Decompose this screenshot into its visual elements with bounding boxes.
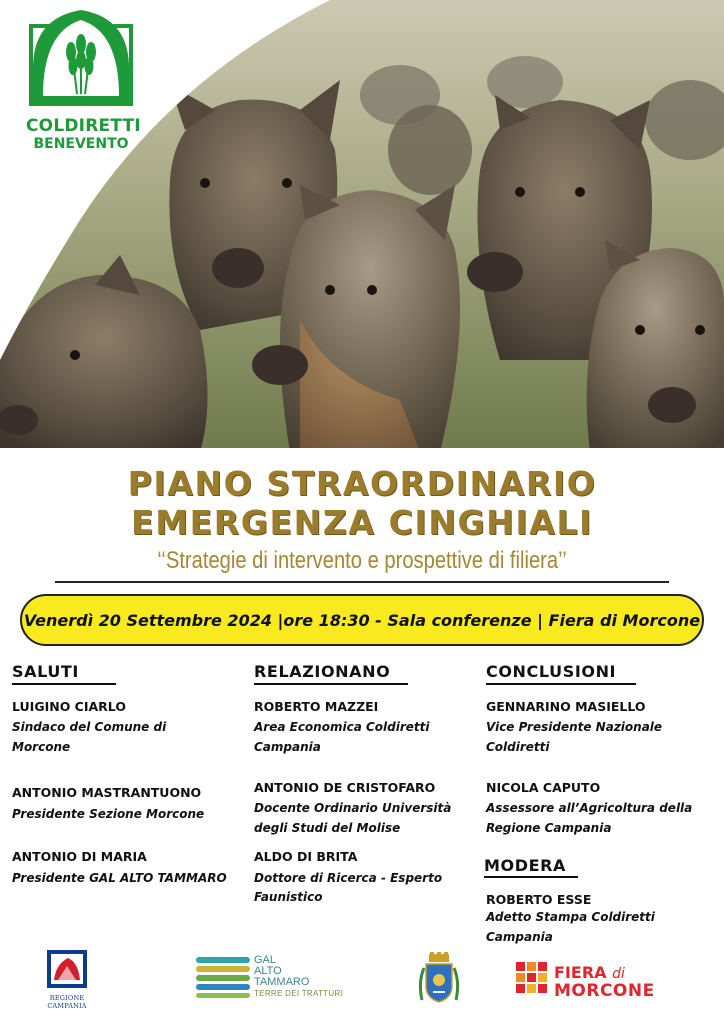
gal-line: ALTO xyxy=(254,965,282,977)
morcone-coat-of-arms xyxy=(416,952,462,1008)
speaker-role: Campania xyxy=(254,740,321,754)
speaker-name: ANTONIO DE CRISTOFARO xyxy=(254,780,436,795)
gal-stripes-icon xyxy=(196,955,252,999)
speaker-name: ANTONIO DI MARIA xyxy=(12,849,147,864)
heading-underline xyxy=(484,876,578,878)
speaker-role: Sindaco del Comune di xyxy=(12,720,167,734)
speaker-name: ALDO DI BRITA xyxy=(254,849,358,864)
speaker-name: NICOLA CAPUTO xyxy=(486,780,601,795)
speaker-role: Dottore di Ricerca - Esperto xyxy=(254,871,443,885)
heading-saluti: SALUTI xyxy=(12,662,79,681)
fiera-tiles-icon xyxy=(516,962,550,1000)
date-banner-text: Venerdì 20 Settembre 2024 |ore 18:30 - Sala conferenze | Fiera di Morcone xyxy=(23,610,701,630)
speaker-role: Faunistico xyxy=(254,890,323,904)
divider-line xyxy=(55,581,669,583)
fiera-morcone: MORCONE xyxy=(554,981,655,1001)
speaker-role: Assessore all’Agricoltura della xyxy=(486,801,693,815)
speaker-name: ROBERTO ESSE xyxy=(486,892,592,907)
title-line-1: PIANO STRAORDINARIO xyxy=(127,464,597,503)
gal-line: GAL xyxy=(254,954,277,966)
gal-tagline: TERRE DEI TRATTURI xyxy=(254,989,344,998)
speaker-name: GENNARINO MASIELLO xyxy=(486,699,646,714)
morcone-coat-of-arms-icon xyxy=(416,952,462,1008)
logo-city: BENEVENTO xyxy=(33,136,129,152)
subtitle: ‘‘Strategie di intervento e prospettive di filiera’’ xyxy=(157,547,567,574)
heading-conclusioni: CONCLUSIONI xyxy=(486,662,617,681)
regione-campania-crest-icon xyxy=(34,950,100,988)
heading-relazionano: RELAZIONANO xyxy=(254,662,391,681)
speaker-role: Regione Campania xyxy=(486,821,612,835)
speaker-name: LUIGINO CIARLO xyxy=(12,699,126,714)
fiera-di-morcone-logo xyxy=(516,962,666,1006)
speaker-role: Coldiretti xyxy=(486,740,550,754)
heading-underline xyxy=(486,683,636,685)
speaker-role: Area Economica Coldiretti xyxy=(254,720,430,734)
coldiretti-logo xyxy=(26,8,141,152)
gal-line: TAMMARO xyxy=(254,976,310,988)
heading-modera: MODERA xyxy=(484,856,567,875)
speaker-name: ROBERTO MAZZEI xyxy=(254,699,379,714)
fiera-text xyxy=(554,964,655,1000)
regione-caption: REGIONE CAMPANIA xyxy=(47,994,87,1010)
heading-underline xyxy=(254,683,408,685)
speaker-role: Adetto Stampa Coldiretti xyxy=(486,910,655,924)
speaker-role: Vice Presidente Nazionale xyxy=(486,720,663,734)
gal-alto-tammaro-logo xyxy=(196,955,346,1003)
fiera-di: di xyxy=(612,966,625,982)
speaker-role: Presidente Sezione Morcone xyxy=(12,807,205,821)
heading-underline xyxy=(12,683,116,685)
speaker-role: Presidente GAL ALTO TAMMARO xyxy=(12,871,227,885)
speaker-role: Morcone xyxy=(12,740,71,754)
logo-name: COLDIRETTI xyxy=(26,116,141,136)
date-banner xyxy=(20,594,704,646)
speaker-role: Docente Ordinario Università xyxy=(254,801,452,815)
title-line-2: EMERGENZA CINGHIALI xyxy=(131,503,593,542)
regione-campania-logo xyxy=(34,950,100,1010)
speaker-role: Campania xyxy=(486,930,553,944)
speaker-role: degli Studi del Molise xyxy=(254,821,401,835)
wheat-logo-icon xyxy=(29,8,133,106)
speaker-name: ANTONIO MASTRANTUONO xyxy=(12,785,202,800)
fiera-word: FIERA xyxy=(554,963,607,982)
gal-text xyxy=(254,955,343,999)
